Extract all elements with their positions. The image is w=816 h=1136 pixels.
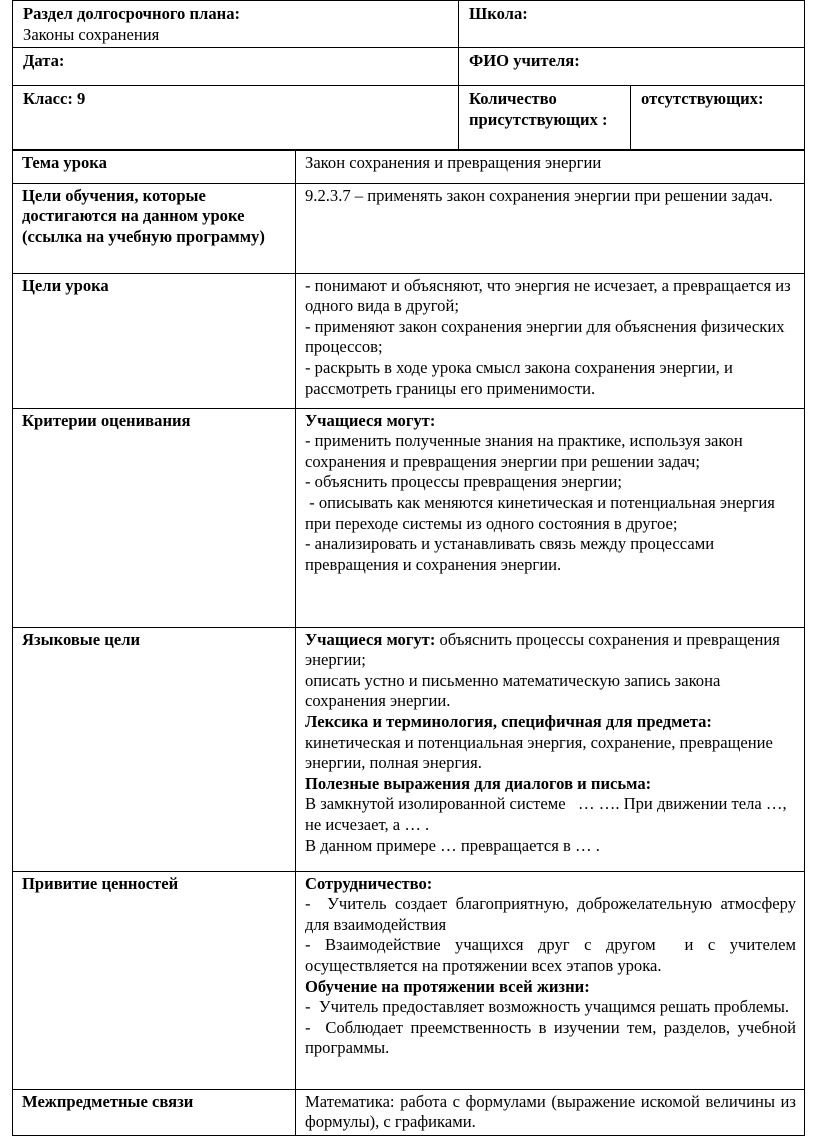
school-cell bbox=[459, 1, 805, 48]
school-label: Школа: bbox=[469, 4, 528, 23]
topic-label-cell bbox=[13, 150, 296, 183]
values-text: - Соблюдает преемственность в изучении тем, разделов, учебной программы. bbox=[305, 1017, 801, 1058]
values-label: Привитие ценностей bbox=[22, 873, 179, 893]
phrases-heading: Полезные выражения для диалогов и письма: bbox=[305, 773, 652, 793]
criteria-item: - объяснить процессы превращения энергии; bbox=[305, 472, 623, 492]
table-row bbox=[13, 627, 805, 871]
table-row bbox=[13, 273, 805, 408]
topic-value: Закон сохранения и превращения энергии bbox=[305, 153, 602, 173]
topic-label: Тема урока bbox=[22, 153, 107, 173]
teacher-label: ФИО учителя: bbox=[469, 51, 580, 71]
table-row bbox=[13, 408, 805, 627]
lesson-goals-value-cell bbox=[296, 273, 805, 408]
learning-goals-label: Цели обучения, которые достигаются на данном уроке (ссылка на учебную программу) bbox=[22, 185, 265, 246]
values-label-cell bbox=[13, 871, 296, 1089]
cross-links-value: Математика: работа с формулами (выражение искомой величины из формулы), с графиками. bbox=[305, 1091, 796, 1132]
phrases-text: В замкнутой изолированной системе … …. При движении тела …, не исчезает, а … . bbox=[305, 794, 791, 835]
present-cell bbox=[459, 86, 631, 150]
learning-goals-value-cell bbox=[296, 183, 805, 273]
language-goals-line bbox=[305, 630, 796, 671]
values-text: - Взаимодействие учащихся друг с другом и с учителем осуществляется на протяжении всех этапов урока. bbox=[305, 935, 801, 976]
language-goals-heading: Учащиеся могут: bbox=[305, 629, 436, 649]
topic-value-cell bbox=[296, 150, 805, 183]
class-label: Класс: 9 bbox=[23, 89, 86, 109]
plan-section-cell bbox=[13, 1, 459, 48]
lesson-goals-label: Цели урока bbox=[22, 275, 109, 295]
absent-label: отсутствующих: bbox=[641, 89, 764, 109]
lesson-goal-item: - понимают и объясняют, что энергия не исчезает, а превращается из одного вида в другой; bbox=[305, 275, 791, 316]
learning-goals-label-cell bbox=[13, 183, 296, 273]
date-cell bbox=[13, 48, 459, 86]
lesson-goals-label-cell bbox=[13, 273, 296, 408]
learning-goals-value: 9.2.3.7 – применять закон сохранения энергии при решении задач. bbox=[305, 185, 773, 205]
lesson-plan-page bbox=[12, 0, 804, 1136]
cooperation-heading: Сотрудничество: bbox=[305, 873, 433, 893]
language-goals-label-cell bbox=[13, 627, 296, 871]
table-row bbox=[13, 871, 805, 1089]
language-goals-label: Языковые цели bbox=[22, 629, 141, 649]
terminology-text: кинетическая и потенциальная энергия, сохранение, превращение энергии, полная энергия. bbox=[305, 732, 773, 773]
criteria-item: - применить полученные знания на практике, используя закон сохранения и превращения энергии при решении задач; bbox=[305, 431, 743, 471]
lesson-goal-item: - раскрыть в ходе урока смысл закона сохранения энергии, и рассмотреть границы его применимости. bbox=[305, 358, 733, 398]
criteria-heading: Учащиеся могут: bbox=[305, 410, 436, 430]
present-label: Количество присутствующих : bbox=[469, 89, 608, 129]
cross-links-value-cell bbox=[296, 1089, 805, 1135]
language-goals-text: объяснить процессы сохранения и превращения энергии; bbox=[305, 629, 780, 670]
table-row bbox=[13, 1089, 805, 1135]
criteria-item: - описывать как меняются кинетическая и потенциальная энергия при переходе системы из одного состояния в другое; bbox=[305, 493, 779, 533]
phrases-text: В данном примере … превращается в … . bbox=[305, 835, 600, 855]
criteria-label-cell bbox=[13, 408, 296, 627]
criteria-item: - анализировать и устанавливать связь между процессами превращения и сохранения энергии. bbox=[305, 534, 715, 574]
language-goals-value-cell bbox=[296, 627, 805, 871]
values-text: - Учитель предоставляет возможность учащимся решать проблемы. bbox=[305, 997, 790, 1017]
lesson-goal-item: - применяют закон сохранения энергии для объяснения физических процессов; bbox=[305, 316, 785, 357]
values-text: - Учитель создает благоприятную, доброжелательную атмосферу для взаимодействия bbox=[305, 894, 801, 934]
cross-links-label: Межпредметные связи bbox=[22, 1091, 194, 1111]
language-goals-text: описать устно и письменно математическую запись закона сохранения энергии. bbox=[305, 670, 721, 711]
absent-cell bbox=[631, 86, 805, 150]
criteria-label: Критерии оценивания bbox=[22, 410, 191, 430]
table-row bbox=[13, 150, 805, 183]
class-cell bbox=[13, 86, 459, 150]
cross-links-label-cell bbox=[13, 1089, 296, 1135]
date-label: Дата: bbox=[23, 51, 65, 71]
plan-section-label: Раздел долгосрочного плана: bbox=[23, 4, 241, 23]
terminology-heading: Лексика и терминология, специфичная для предмета: bbox=[305, 712, 712, 732]
plan-section-value: Законы сохранения bbox=[23, 24, 160, 44]
criteria-value-cell bbox=[296, 408, 805, 627]
teacher-cell bbox=[459, 48, 805, 86]
values-value-cell bbox=[296, 871, 805, 1089]
lesson-details-table bbox=[12, 149, 805, 1136]
lifelong-learning-heading: Обучение на протяжении всей жизни: bbox=[305, 976, 590, 996]
table-row bbox=[13, 183, 805, 273]
lesson-header-table bbox=[12, 0, 805, 150]
